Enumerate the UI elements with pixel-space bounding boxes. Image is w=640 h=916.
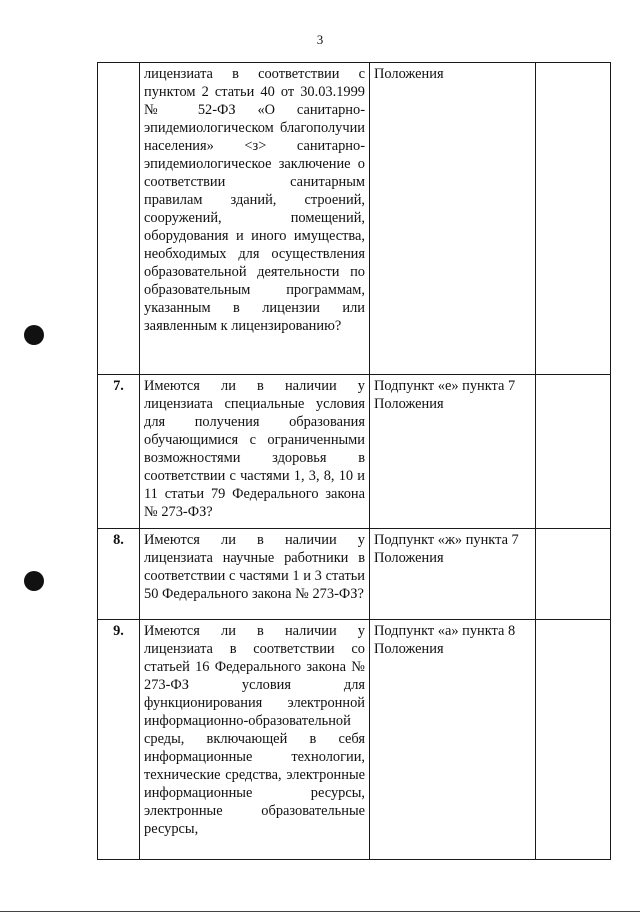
table-row [98, 620, 611, 860]
question-text: Имеются ли в наличии у лицензиата научные работники в соответствии с частями 1 и 3 статьи 50 Федерального закона № 273-ФЗ? [140, 529, 370, 620]
legal-reference: Положения [370, 63, 536, 375]
answer-cell [536, 375, 611, 529]
table-row [98, 63, 611, 375]
question-text: Имеются ли в наличии у лицензиата в соответствии со статьей 16 Федерального закона № 273-ФЗ условия для функционирования электронной информационно-образовательной среды, включающей в себя информационные технологии, технические средства, электронные информационные ресурсы, электронные образовательные ресурсы, [140, 620, 370, 860]
question-text: Имеются ли в наличии у лицензиата специальные условия для получения образования обучающимися с ограниченными возможностями здоровья в соответствии с частями 1, 3, 8, 10 и 11 статьи 79 Федерального закона № 273-ФЗ? [140, 375, 370, 529]
row-number: 9. [98, 620, 140, 860]
table-row [98, 375, 611, 529]
legal-reference: Подпункт «ж» пункта 7 Положения [370, 529, 536, 620]
binder-hole-bottom [24, 571, 44, 591]
page-bottom-edge [0, 911, 640, 912]
table-row [98, 529, 611, 620]
page-number: 3 [316, 32, 324, 47]
question-text: лицензиата в соответствии с пунктом 2 статьи 40 от 30.03.1999 № 52-ФЗ «О санитарно-эпидемиологическом благополучии населения» <з> санитарно-эпидемиологическое заключение о соответствии санитарным правилам зданий, строений, сооружений, помещений, оборудования и иного имущества, необходимых для осуществления образовательной деятельности по образовательным программам, указанным в лицензии или заявленным к лицензированию? [140, 63, 370, 375]
row-number: 7. [98, 375, 140, 529]
legal-reference: Подпункт «а» пункта 8 Положения [370, 620, 536, 860]
row-number: 8. [98, 529, 140, 620]
answer-cell [536, 529, 611, 620]
row-number [98, 63, 140, 375]
checklist-table [97, 62, 611, 860]
answer-cell [536, 620, 611, 860]
binder-hole-top [24, 325, 44, 345]
legal-reference: Подпункт «е» пункта 7 Положения [370, 375, 536, 529]
answer-cell [536, 63, 611, 375]
